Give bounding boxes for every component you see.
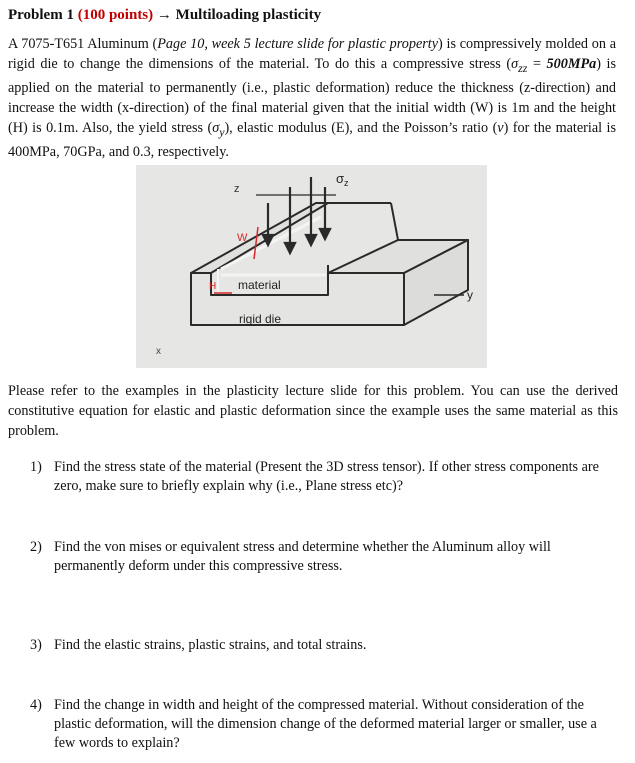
problem-number: Problem 1 (8, 7, 74, 23)
question-text: Find the change in width and height of the compressed material. Without consideration of the plastic deformation, will the dimension change of the deformed material larger or smaller, use a few words to explain? (54, 697, 597, 751)
question-number: 1) (30, 459, 42, 475)
yield-symbol: σ (212, 119, 220, 136)
y-axis-label: y (467, 288, 473, 302)
problem-title (8, 7, 321, 24)
question-number: 4) (30, 697, 42, 713)
height-label: H (209, 281, 217, 292)
statement-text: A 7075-T651 Aluminum ( (8, 36, 158, 52)
points-label: (100 points) (77, 7, 154, 23)
question-4 (30, 696, 620, 753)
instructions-paragraph: Please refer to the examples in the plasticity lecture slide for this problem. You can use the derived constitutive equation for elastic and plastic deformation since the example uses the same material as this problem. (8, 383, 618, 439)
question-text: Find the stress state of the material (Present the 3D stress tensor). If other stress components are zero, make sure to briefly explain why (i.e., Plane stress etc)? (54, 459, 599, 494)
lecture-reference: Page 10, week 5 lecture slide for plastic property (157, 36, 439, 52)
equals-sign: = (527, 56, 547, 72)
poisson-symbol: ν (497, 119, 504, 136)
stress-symbol: σ (511, 56, 519, 72)
question-1 (30, 458, 620, 496)
question-text: Find the elastic strains, plastic strains, and total strains. (54, 637, 367, 653)
question-2 (30, 538, 620, 576)
yield-subscript: y (219, 124, 225, 139)
arrow-icon: → (156, 7, 172, 23)
question-text: Find the von mises or equivalent stress and determine whether the Aluminum alloy will permanently deform under this compressive stress. (54, 539, 551, 574)
statement-text: ) is applied on the material to permanently (i.e., plastic deformation) reduce the thickness (z-direction) and increase the width (x-direction) of the final material given that the initial width (W) is 1m and the height (H) is 0.1m. Also, the yield stress ( (8, 56, 616, 136)
problem-statement (8, 34, 616, 162)
question-3 (30, 636, 620, 655)
statement-text: ), elastic modulus (E), and the Poisson’s ratio ( (224, 119, 498, 136)
material-label: material (238, 278, 281, 292)
die-diagram (136, 165, 487, 368)
problem-topic: Multiloading plasticity (175, 7, 322, 23)
statement-text: ) is compressively molded on a rigid die to change the dimensions of the material. To do this a compressive stress ( (8, 36, 616, 72)
width-label: W (237, 232, 248, 244)
statement-text: ) for the material is 400MPa, 70GPa, and 0.3, respectively. (8, 119, 616, 160)
question-number: 2) (30, 539, 42, 555)
die-label: rigid die (239, 312, 282, 326)
question-number: 3) (30, 637, 42, 653)
z-axis-label: z (234, 183, 240, 195)
sigma-label: $\sigma_z$ (336, 171, 349, 188)
x-axis-label: x (156, 346, 161, 357)
stress-value: 500MPa (546, 56, 597, 72)
stress-subscript: zz (518, 60, 528, 75)
